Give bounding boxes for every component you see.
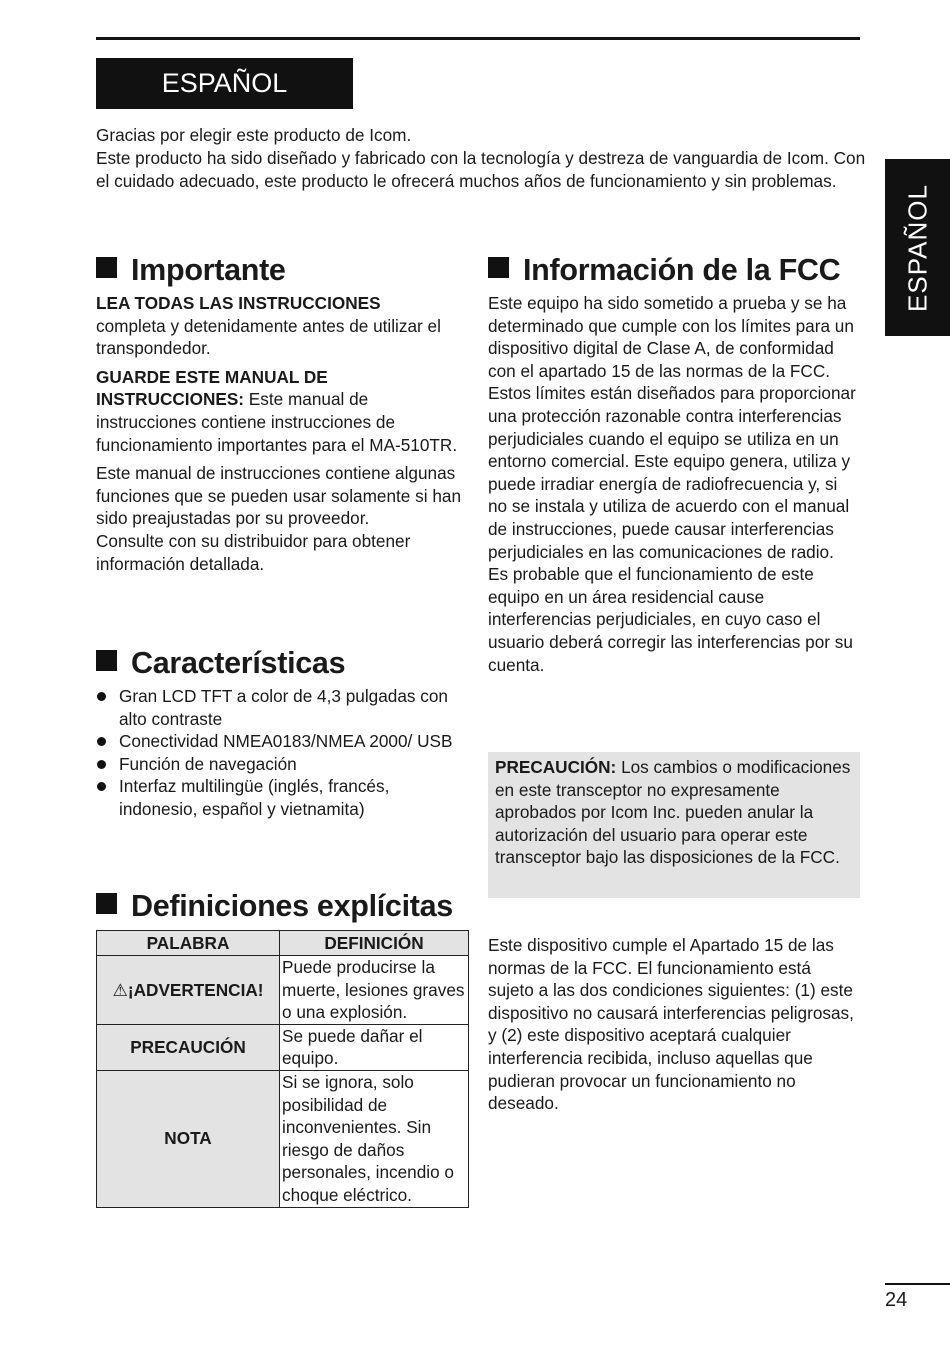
- fcc-caution-lead: PRECAUCIÓN:: [495, 757, 617, 777]
- caracteristicas-heading: [96, 645, 472, 681]
- importante-heading: [96, 252, 472, 288]
- fcc-heading-text: Información de la FCC: [523, 253, 841, 287]
- term-cell: [97, 956, 280, 1025]
- importante-paragraph-1: [96, 292, 472, 360]
- side-tab-label: ESPAÑOL: [902, 183, 932, 312]
- square-bullet-icon: [96, 893, 117, 914]
- table-row: [97, 956, 469, 1025]
- features-list: [96, 685, 456, 821]
- list-item: Función de navegación: [96, 753, 456, 776]
- importante-p1-text: completa y detenidamente antes de utilizar el transpondedor.: [96, 315, 441, 359]
- definition-cell: Puede producirse la muerte, lesiones graves o una explosión.: [280, 956, 469, 1025]
- language-banner: ESPAÑOL: [96, 58, 353, 109]
- section-caracteristicas: [96, 645, 472, 821]
- square-bullet-icon: [96, 257, 117, 278]
- importante-p1-lead: LEA TODAS LAS INSTRUCCIONES: [96, 293, 381, 313]
- warning-triangle-icon: ⚠: [112, 979, 128, 1000]
- definiciones-heading: [96, 888, 476, 924]
- section-fcc: [488, 252, 868, 676]
- intro-line-1: Gracias por elegir este producto de Icom.: [96, 125, 412, 145]
- top-rule: [96, 37, 860, 40]
- table-row: [97, 1024, 469, 1070]
- caracteristicas-heading-text: Características: [131, 646, 346, 680]
- fcc-paragraph-2: Es probable que el funcionamiento de este equipo en un área residencial cause interferencias perjudiciales, en cuyo caso el usuario deberá corregir las interferencias por su cuenta.: [488, 564, 853, 675]
- column-header-definition: DEFINICIÓN: [280, 931, 469, 956]
- importante-heading-text: Importante: [131, 253, 286, 287]
- importante-p2-text: Este manual de instrucciones contiene instrucciones de funcionamiento importantes para el MA-510TR.: [96, 389, 458, 455]
- fcc-caution-box: [488, 752, 860, 898]
- importante-paragraph-4: Consulte con su distribuidor para obtener información detallada.: [96, 530, 411, 574]
- square-bullet-icon: [488, 257, 509, 278]
- list-item: Conectividad NMEA0183/NMEA 2000/ USB: [96, 730, 456, 753]
- fcc-paragraph-3: Este dispositivo cumple el Apartado 15 de las normas de la FCC. El funcionamiento está sujeto a las dos condiciones siguientes: (1) este dispositivo no causará interferencias peligrosas, y (2) este dispositivo aceptará cualquier interferencia recibida, incluso aquellas que pudieran provocar un funcionamiento no deseado.: [488, 935, 854, 1114]
- definition-cell: Si se ignora, solo posibilidad de inconvenientes. Sin riesgo de daños personales, incendio o choque eléctrico.: [280, 1070, 469, 1207]
- page-number-rule: [885, 1283, 950, 1285]
- term-text: ¡ADVERTENCIA!: [127, 979, 264, 1000]
- term-cell: NOTA: [97, 1070, 280, 1207]
- list-item: Gran LCD TFT a color de 4,3 pulgadas con alto contraste: [96, 685, 456, 730]
- fcc-paragraph-1: Este equipo ha sido sometido a prueba y se ha determinado que cumple con los límites para un dispositivo digital de Clase A, de conformidad con el apartado 15 de las normas de la FCC. Estos límites están diseñados para proporcionar una protección razonable contra interferencias perjudiciales cuando el equipo se utiliza en un entorno comercial. Este equipo genera, utiliza y puede irradiar energía de radiofrecuencia y, si no se instala y utiliza de acuerdo con el manual de instrucciones, puede causar interferencias perjudiciales en las comunicaciones de radio.: [488, 293, 856, 562]
- fcc-caution-text: [495, 756, 853, 869]
- definitions-table: [96, 930, 469, 1208]
- term-cell: PRECAUCIÓN: [97, 1024, 280, 1070]
- table-header-row: [97, 931, 469, 956]
- fcc-compliance-block: [488, 934, 860, 1115]
- square-bullet-icon: [96, 650, 117, 671]
- list-item: Interfaz multilingüe (inglés, francés, indonesio, español y vietnamita): [96, 775, 449, 820]
- definiciones-heading-text: Definiciones explícitas: [131, 889, 453, 923]
- intro-line-2: Este producto ha sido diseñado y fabricado con la tecnología y destreza de vanguardia de Icom. Con el cuidado adecuado, este producto le ofrecerá muchos años de funcionamiento y sin problemas.: [96, 147, 866, 191]
- section-definiciones: [96, 888, 476, 1208]
- importante-p2-lead: GUARDE ESTE MANUAL DE INSTRUCCIONES:: [96, 366, 328, 410]
- definition-cell: Se puede dañar el equipo.: [280, 1024, 469, 1070]
- fcc-caution-body: Los cambios o modificaciones en este transceptor no expresamente aprobados por Icom Inc. pueden anular la autorización del usuario para operar este transceptor bajo las disposiciones de la FCC.: [495, 757, 851, 868]
- table-row: [97, 1070, 469, 1207]
- section-importante: [96, 252, 472, 575]
- importante-paragraph-2: [96, 366, 472, 456]
- column-header-term: PALABRA: [97, 931, 280, 956]
- page-number: 24: [885, 1289, 908, 1311]
- importante-paragraph-3: Este manual de instrucciones contiene algunas funciones que se pueden usar solamente si han sido preajustadas por su proveedor.: [96, 463, 462, 529]
- side-language-tab: [885, 159, 950, 336]
- intro-text: [96, 124, 866, 192]
- fcc-heading: [488, 252, 868, 288]
